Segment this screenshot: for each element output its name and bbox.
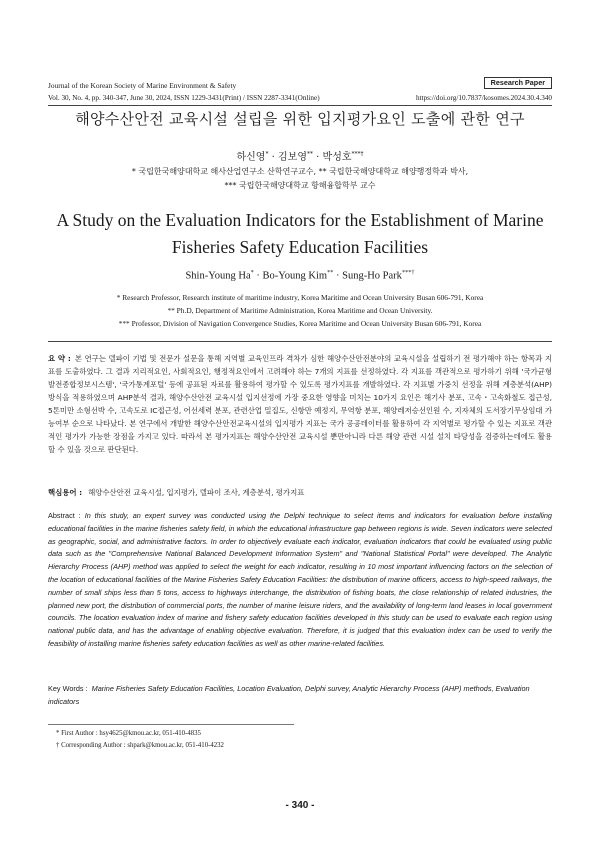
header-divider <box>48 105 552 106</box>
author-name: Shin-Young Ha <box>185 270 251 282</box>
english-keywords-text: Marine Fisheries Safety Education Facilities, Location Evaluation, Delphi survey, Analytic Hierarchy Process (AHP) methods, Evaluation indicators <box>48 684 530 706</box>
korean-abstract-label: 요 약 : <box>48 354 71 363</box>
footnote-divider <box>48 724 294 725</box>
author-name: 박성호 <box>322 152 352 163</box>
author-mark: * <box>265 150 269 158</box>
doi-link[interactable]: https://doi.org/10.7837/kosomes.2024.30.4.340 <box>415 94 552 102</box>
first-author-footnote: * First Author : hsy4625@kmou.ac.kr, 051-410-4835 <box>56 730 201 737</box>
korean-keywords-text: 해양수산안전 교육시설, 입지평가, 델파이 조사, 계층분석, 평가지표 <box>88 488 305 497</box>
abstract-top-divider <box>48 341 552 342</box>
english-title-line: Fisheries Safety Education Facilities <box>171 237 429 257</box>
author-name: Sung-Ho Park <box>342 270 402 282</box>
author-name: 김보영 <box>278 152 307 163</box>
author-mark: ***† <box>351 150 364 158</box>
korean-abstract <box>48 352 552 456</box>
korean-affiliation-1: * 국립한국해양대학교 해사산업연구소 산학연구교수, ** 국립한국해양대학교 해양행정학과 박사, <box>131 167 469 176</box>
english-title <box>0 207 600 261</box>
page-number: - 340 - <box>285 800 315 811</box>
korean-abstract-text: 본 연구는 델파이 기법 및 전문가 설문을 통해 지역별 교육인프라 격차가 심한 해양수산안전분야의 교육시설을 설립하기 전 평가해야 하는 항목과 지표를 도출하였다. 그 결과 지리적요인, 사회적요인, 행정적요인에서 고려해야 하는 7개의 지표를 선정하였다. 각 지표를 객관적으로 평가하기 위해 '국가균형발전종합정보시스템', '국가통계포털' 등에 공표된 자료를 활용하여 평가할 수 있도록 평가지표를 개발하였다. 각 지표별 가중치 선정을 위해 계층분석(AHP) 방식을 적용하였으며 AHP분석 결과, 해양수산안전 교육시설 입지선정에 가장 중요한 영향을 미치는 10가지 요인은 해기사 분포, 고속・고속화철도 접근성, 5톤미만 소형선박 수, 고속도로 IC접근성, 어선세력 분포, 관련산업 밀집도, 신항만 예정지, 무역항 분포, 해양레저승선인원 수, 지자체의 도서장기무상임대 가능여부 순으로 나타났다. 본 연구에서 개발한 해양수산안전교육시설의 입지평가 지표는 국가 공공데이터를 활용하여 각 지역별로 평가할 수 있는 지표로 객관적인 평가가 가능한 장점을 가지고 있다. 따라서 본 평가지표는 해양수산안전 교육시설 뿐만아니라 다른 해양 관련 시설 설치 타당성을 검증하는데에도 활용 할 수 있을 것으로 판단된다. <box>48 354 552 454</box>
korean-keywords-label: 핵심용어 : <box>48 488 83 497</box>
author-separator: · <box>336 270 340 282</box>
author-mark: ** <box>327 269 334 276</box>
korean-affiliation-2: *** 국립한국해양대학교 항해융합학부 교수 <box>224 181 376 190</box>
author-separator: · <box>271 152 275 163</box>
corresponding-author-footnote: † Corresponding Author : shpark@kmou.ac.kr, 051-410-4232 <box>56 742 224 749</box>
author-name: Bo-Young Kim <box>262 270 328 282</box>
korean-keywords <box>48 487 552 498</box>
english-affiliation-1: * Research Professor, Research institute of maritime industry, Korea Maritime and Ocean University Busan 606-791, Korea <box>116 293 484 302</box>
author-mark: * <box>250 269 254 276</box>
volume-info: Vol. 30, No. 4, pp. 340-347, June 30, 2024, ISSN 1229-3431(Print) / ISSN 2287-3341(Online) <box>48 94 320 102</box>
korean-authors <box>0 148 600 163</box>
english-authors <box>0 269 600 282</box>
english-abstract-text: In this study, an expert survey was conducted using the Delphi technique to select items and indicators for evaluation before installing educational facilities in the marine fisheries safety field, in which the educational infrastructure gap between regions is wide. Seven indicators were selected as geographic, social, and administrative factors. In order to objectively evaluate each indicator, evaluation indicators that could be evaluated using public data such as the "Comprehensive National Balanced Development Information System" and "National Statistical Portal" were developed. The Analytic Hierarchy Process (AHP) method was applied to select the weight for each indicator, resulting in 10 most important influencing factors on the selection of the location of educational facilities of the Marine Fisheries Safety Education Facilities: the distribution of marine officers, access to high-speed railways, the number of small ships less than 5 tons, access to highways interchange, the distribution of fishing boats, the close relationship of related industries, the planned new port, the distribution of commercial ports, the number of marine leisure riders, and the availability of long-term land leases in local government councils. The location evaluation index of marine and fishery safety education facilities developed in this study can be used to evaluate each region using national public data, and has the advantage of enabling objective evaluation. Therefore, it is judged that this evaluation index can be used to verify the feasibility of installing marine fisheries safety education facilities as well as other marine-related facilities. <box>48 511 552 648</box>
author-separator: · <box>256 270 260 282</box>
english-affiliation-3: *** Professor, Division of Navigation Convergence Studies, Korea Maritime and Ocean University Busan 606-791, Korea <box>118 319 482 328</box>
korean-title: 해양수산안전 교육시설 설립을 위한 입지평가요인 도출에 관한 연구 <box>75 110 525 128</box>
author-mark: ** <box>306 150 313 158</box>
author-separator: · <box>316 152 320 163</box>
english-title-line: A Study on the Evaluation Indicators for the Establishment of Marine <box>56 210 544 230</box>
author-mark: ***† <box>401 269 415 276</box>
journal-name: Journal of the Korean Society of Marine Environment & Safety <box>48 81 237 90</box>
english-abstract <box>48 510 552 651</box>
english-abstract-label: Abstract : <box>48 511 81 520</box>
author-name: 하신영 <box>236 152 266 163</box>
english-affiliation-2: ** Ph.D, Department of Maritime Administration, Korea Maritime and Ocean University. <box>167 306 433 315</box>
paper-type-badge: Research Paper <box>484 77 552 89</box>
english-keywords <box>48 683 552 709</box>
english-keywords-label: Key Words : <box>48 684 88 693</box>
